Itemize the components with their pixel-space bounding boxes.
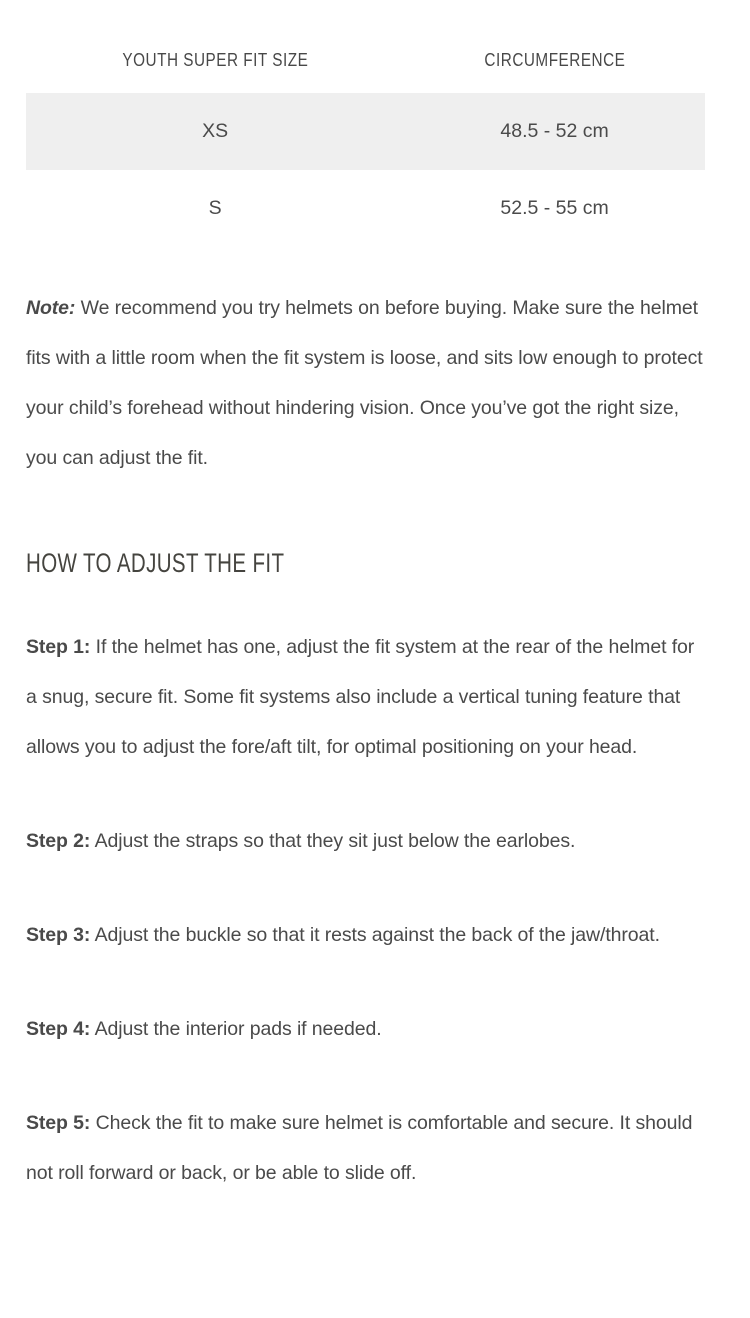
note-paragraph: [26, 283, 705, 483]
circumference-value: 52.5 - 55 cm: [500, 197, 609, 219]
step-text: Adjust the buckle so that it rests against the back of the jaw/throat.: [94, 924, 660, 946]
step-label: Step 3:: [26, 924, 91, 946]
size-table: [26, 28, 705, 247]
step-text: Adjust the straps so that they sit just below the earlobes.: [94, 830, 576, 852]
column-header-circumference-label: CIRCUMFERENCE: [484, 50, 626, 70]
column-header-circumference: [404, 50, 705, 71]
step-paragraph-3: [26, 910, 705, 960]
note-label: Note:: [26, 297, 76, 319]
step-paragraph-5: [26, 1098, 705, 1198]
step-label: Step 4:: [26, 1018, 91, 1040]
step-label: Step 1:: [26, 636, 91, 658]
size-value: XS: [202, 120, 229, 142]
section-heading: [26, 548, 705, 578]
step-text: Check the fit to make sure helmet is comfortable and secure. It should not roll forward or back, or be able to slide off.: [26, 1112, 693, 1184]
step-text: Adjust the interior pads if needed.: [94, 1018, 382, 1040]
step-paragraph-4: [26, 1004, 705, 1054]
note-text: We recommend you try helmets on before buying. Make sure the helmet fits with a little room when the fit system is loose, and sits low enough to protect your child’s forehead without hindering vision. Once you’ve got the right size, you can adjust the fit.: [26, 297, 703, 469]
size-table-header-row: [26, 28, 705, 93]
circumference-value: 48.5 - 52 cm: [500, 120, 609, 142]
table-row-s: [26, 170, 705, 247]
section-heading-text: HOW TO ADJUST THE FIT: [26, 548, 285, 578]
column-header-size-label: YOUTH SUPER FIT SIZE: [122, 50, 309, 70]
step-label: Step 5:: [26, 1112, 91, 1134]
step-label: Step 2:: [26, 830, 91, 852]
size-value: S: [208, 197, 222, 219]
step-text: If the helmet has one, adjust the fit system at the rear of the helmet for a snug, secure fit. Some fit systems also include a vertical tuning feature that allows you to adjust the fore/aft tilt, for optimal positioning on your head.: [26, 636, 695, 758]
table-row-xs: [26, 93, 705, 170]
step-paragraph-2: [26, 816, 705, 866]
step-paragraph-1: [26, 622, 705, 772]
column-header-size: [26, 50, 404, 71]
